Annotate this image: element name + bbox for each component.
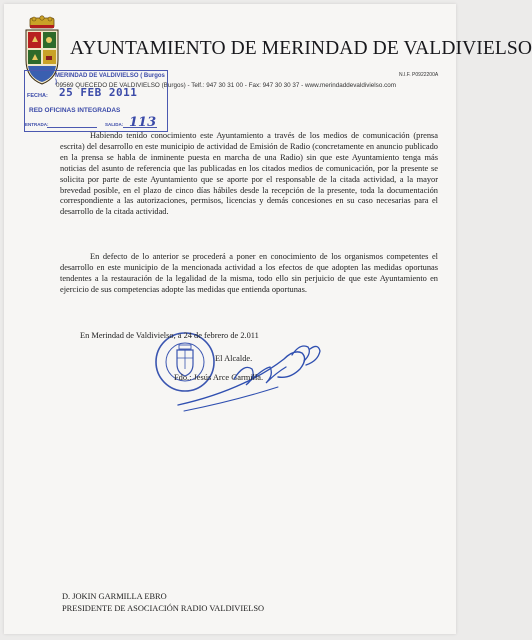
signatory-role: El Alcalde.: [215, 354, 253, 363]
stamp-network-label: RED OFICINAS INTEGRADAS: [29, 107, 121, 114]
crown-icon: [30, 16, 54, 28]
stamp-exit-number: 113: [129, 115, 157, 130]
stamp-exit-line: [123, 127, 157, 128]
letterhead-title: AYUNTAMIENTO DE MERINDAD DE VALDIVIELSO: [70, 38, 532, 59]
recipient-name: D. JOKIN GARMILLA EBRO: [62, 592, 167, 601]
stamp-date-label: FECHA:: [27, 93, 48, 99]
body-paragraph-1-text: Habiendo tenido conocimiento este Ayuntamiento a través de los medios de comunicación (prensa escrita) del desarrollo en este municipio de actividad de Emisión de Radio (concretamente en anuncio publicado en la prensa se habla de inminente puesta en marcha de una Radio) sin que este Ayuntamiento tenga más noticias del asunto de referencia que las publicadas en los citados medios de comunicación, por la presente se solicita por parte de este Ayuntamiento que se aporte por el responsable de la citada actividad, a la mayor brevedad posible, en el plazo de cinco días hábiles desde la recepción de la presente, toda la documentación correspondiente a las autorizaciones, permisos, licencias y demás concesiones en su caso necesarias para el desarrollo de la citada actividad.: [60, 131, 438, 217]
body-paragraph-2-text: En defecto de lo anterior se procederá a poner en conocimiento de los organismos competentes el desarrollo en este municipio de la mencionada actividad a los efectos de que adopten las medidas oportunas tendentes a la restauración de la legalidad de la misma, todo ello sin perjuicio de que este Ayuntamiento en ejercicio de sus competencias adopte las medidas que entienda oportunas.: [60, 252, 438, 294]
letterhead-address: 09569 QUECEDO DE VALDIVIELSO (Burgos) - Telf.: 947 30 31 00 - Fax: 947 30 30 37 - www.merindaddevaldivielso.com: [56, 82, 396, 89]
recipient-title: PRESIDENTE DE ASOCIACIÓN RADIO VALDIVIELSO: [62, 604, 265, 613]
signatory-name: Fdo.: Jesús Arce Garmilla.: [174, 373, 264, 382]
stamp-organization: MERINDAD DE VALDIVIELSO ( Burgos ): [55, 73, 165, 85]
stamp-date: 25 FEB 2011: [59, 86, 138, 99]
body-paragraph-1: [60, 131, 438, 218]
stamp-entry-label: ENTRADA:: [25, 122, 49, 127]
body-paragraph-2: [60, 252, 438, 296]
stamp-exit-label: SALIDA:: [105, 122, 124, 127]
nif-number: N.I.F. P0922200A: [399, 72, 439, 78]
registry-stamp: [24, 70, 168, 132]
letter-page: [4, 4, 532, 634]
stamp-entry-line: [47, 127, 97, 128]
place-date-line: En Merindad de Valdivielso, a 24 de febrero de 2.011: [80, 331, 259, 340]
